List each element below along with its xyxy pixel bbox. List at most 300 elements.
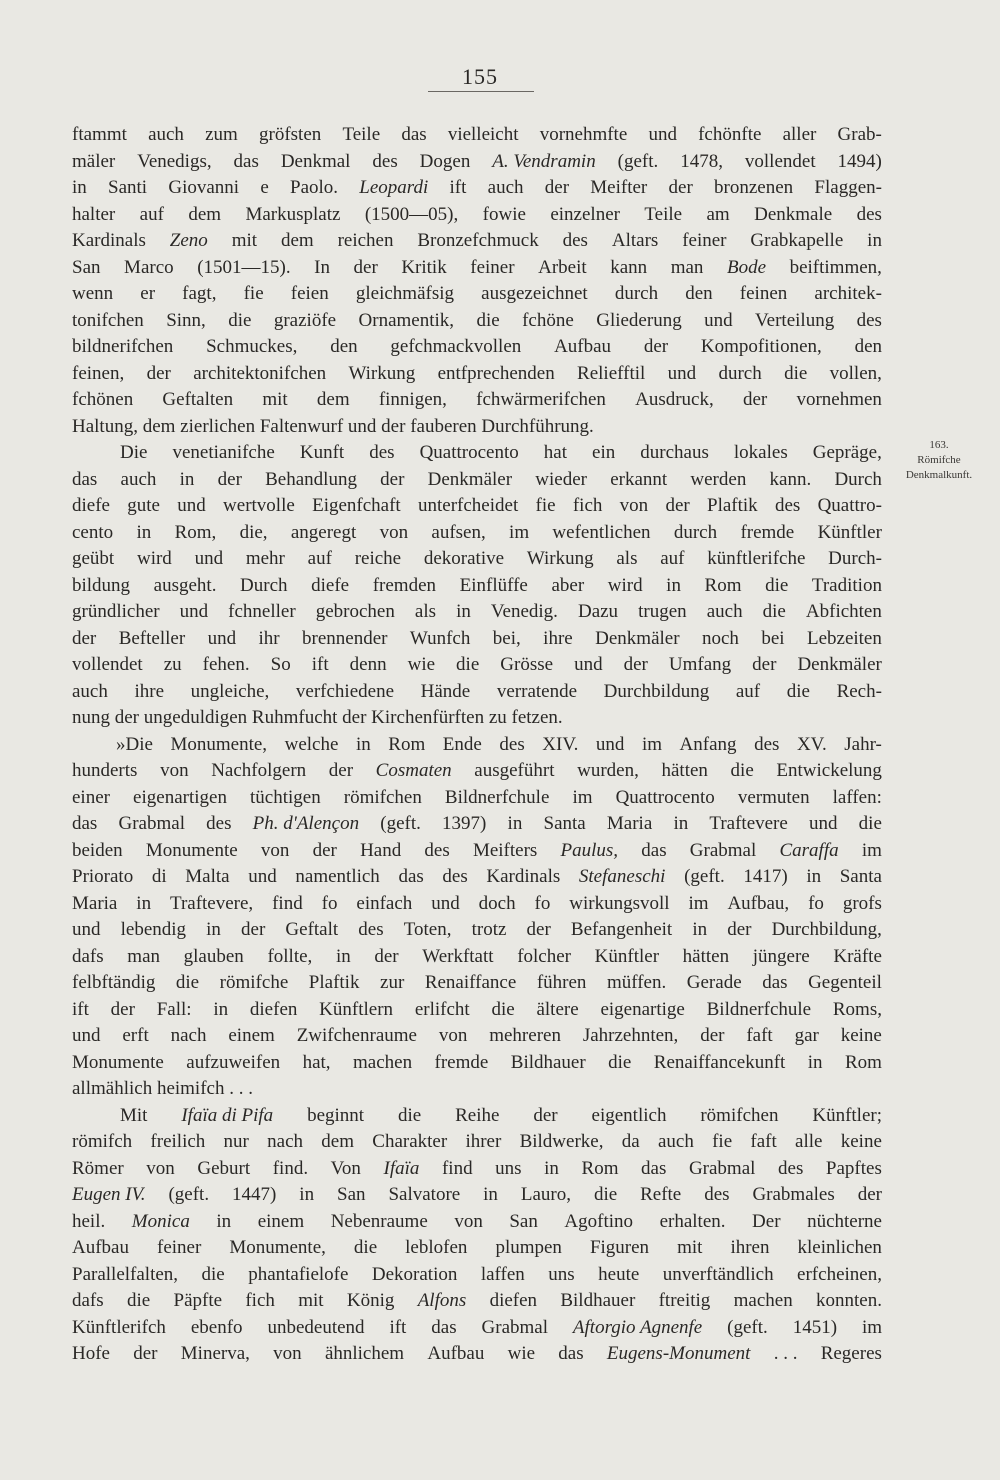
word: Dogen bbox=[419, 150, 471, 172]
word: ihre bbox=[543, 627, 573, 649]
word: hat bbox=[543, 442, 567, 463]
word: Hofe bbox=[72, 1343, 110, 1364]
word: mit bbox=[262, 389, 288, 410]
word: fremde bbox=[434, 1051, 489, 1073]
text-line bbox=[72, 1023, 882, 1050]
word: Aufbau bbox=[72, 1237, 129, 1258]
text-line bbox=[72, 997, 882, 1024]
word: beiftimmen, bbox=[789, 256, 882, 278]
word: der bbox=[752, 654, 777, 675]
word: die, bbox=[239, 521, 268, 543]
word: Minerva, bbox=[180, 1343, 250, 1364]
word: Figuren bbox=[589, 1237, 650, 1258]
word: in bbox=[179, 468, 195, 490]
word: und bbox=[179, 601, 209, 622]
word: der bbox=[328, 760, 354, 781]
word: fchönen bbox=[72, 389, 134, 410]
word: ftreitig bbox=[658, 1290, 711, 1311]
word: die bbox=[491, 998, 515, 1020]
word: Flaggen- bbox=[814, 177, 882, 198]
word: von bbox=[379, 521, 409, 543]
word: bildnerifchen bbox=[72, 336, 174, 357]
word: in bbox=[136, 892, 152, 914]
word: die bbox=[858, 813, 882, 834]
word: Künftler bbox=[817, 521, 882, 543]
word: laffen bbox=[480, 1263, 525, 1285]
word: Teile bbox=[342, 124, 381, 145]
word: Markusplatz bbox=[245, 203, 341, 225]
word: Mit bbox=[120, 1104, 148, 1126]
word: ftammt bbox=[72, 124, 127, 145]
word: auch bbox=[706, 601, 743, 622]
word: zur bbox=[380, 972, 405, 993]
word: Ornamentik, bbox=[358, 309, 455, 331]
word: finnigen, bbox=[378, 389, 447, 410]
word: architektonifchen bbox=[193, 362, 327, 384]
text-line bbox=[72, 652, 882, 679]
word: gröfsten bbox=[259, 124, 322, 145]
word: (geft. bbox=[617, 150, 659, 172]
word: XV. bbox=[796, 733, 827, 755]
word: Von bbox=[330, 1157, 361, 1179]
word: der bbox=[312, 839, 337, 861]
word: in bbox=[483, 1184, 498, 1205]
word: Arbeit bbox=[538, 256, 587, 278]
word: Maria bbox=[72, 892, 118, 914]
word: und bbox=[72, 919, 101, 940]
word: Der bbox=[752, 1210, 781, 1232]
text-line bbox=[72, 122, 882, 149]
word: trotz bbox=[471, 919, 507, 940]
word: Bode bbox=[726, 256, 767, 278]
word: hat, bbox=[302, 1051, 331, 1073]
word: kann. bbox=[769, 468, 812, 490]
word: eigenartigen bbox=[133, 786, 227, 808]
word: faft bbox=[746, 1025, 773, 1046]
word: die bbox=[730, 760, 754, 781]
text-line bbox=[72, 255, 882, 282]
word: Die bbox=[120, 442, 148, 463]
text-line bbox=[72, 361, 882, 388]
word: XIV. bbox=[542, 733, 579, 755]
word: das bbox=[72, 813, 98, 834]
word: die bbox=[175, 972, 200, 993]
word: (geft. bbox=[684, 866, 725, 887]
word: ift bbox=[449, 177, 467, 198]
word: einem bbox=[257, 1210, 305, 1232]
word: römifch bbox=[72, 1131, 133, 1152]
word: auch bbox=[657, 1131, 694, 1152]
word: und bbox=[574, 654, 603, 675]
body-text bbox=[72, 122, 882, 1368]
word: erhalten. bbox=[659, 1210, 726, 1232]
word: machen bbox=[353, 1051, 413, 1073]
word: Santa bbox=[543, 813, 586, 834]
word: 1478, bbox=[680, 150, 723, 172]
word: müffen. bbox=[606, 972, 667, 993]
word: »Die bbox=[116, 733, 153, 755]
word: di bbox=[151, 866, 167, 887]
word: noch bbox=[701, 627, 739, 649]
word: halter bbox=[72, 203, 116, 225]
word: Durch- bbox=[828, 548, 882, 569]
word: laffen: bbox=[832, 786, 882, 808]
word: unterfcheidet bbox=[418, 495, 519, 516]
word: Gerade bbox=[686, 972, 742, 993]
word: im bbox=[861, 839, 882, 861]
word: reiche bbox=[354, 548, 402, 569]
word: tonifchen bbox=[72, 309, 144, 331]
word: den bbox=[854, 336, 882, 357]
word: Stefaneschi bbox=[578, 866, 666, 887]
word: und bbox=[194, 548, 224, 569]
word: Papftes bbox=[825, 1157, 882, 1179]
word: wenn bbox=[72, 283, 114, 304]
word: diefen bbox=[249, 998, 298, 1020]
word: der bbox=[742, 389, 768, 410]
word: Traftevere, bbox=[170, 892, 254, 914]
text-line bbox=[72, 546, 882, 573]
word: des bbox=[774, 495, 801, 516]
word: Dazu bbox=[577, 601, 619, 622]
text-line bbox=[72, 1341, 882, 1368]
word: Grabkapelle bbox=[750, 230, 844, 251]
word: auch bbox=[72, 680, 108, 702]
text-line bbox=[72, 175, 882, 202]
word: fremde bbox=[740, 521, 795, 543]
word: Paulus, bbox=[560, 839, 619, 861]
word: Sinn, bbox=[166, 309, 206, 331]
word: graziöfe bbox=[273, 309, 337, 331]
word: des bbox=[358, 919, 384, 940]
word: 1494) bbox=[837, 150, 882, 172]
word: der bbox=[72, 627, 97, 649]
word: nach bbox=[267, 1131, 304, 1152]
word: Durch bbox=[834, 468, 882, 490]
word: in bbox=[867, 230, 882, 251]
word: König bbox=[346, 1290, 395, 1311]
text-line bbox=[72, 811, 882, 838]
word: Monumente, bbox=[170, 733, 268, 755]
text-line bbox=[72, 573, 882, 600]
word: Aufbau, bbox=[727, 892, 790, 914]
word: fo bbox=[321, 892, 338, 914]
word: namentlich bbox=[295, 866, 380, 887]
word: gefchmackvollen bbox=[390, 336, 522, 357]
word: A. Vendramin bbox=[492, 150, 596, 172]
word: des bbox=[499, 733, 525, 755]
word: Zeno bbox=[169, 230, 208, 251]
word: zu bbox=[163, 654, 182, 675]
text-line bbox=[72, 679, 882, 706]
word: nung der ungeduldigen Ruhmfucht der Kirchenfürften zu fetzen. bbox=[72, 707, 563, 728]
word: Umfang bbox=[668, 654, 732, 675]
word: ihre bbox=[134, 680, 165, 702]
word: Reihe bbox=[455, 1104, 500, 1126]
word: Rom bbox=[845, 1051, 882, 1073]
word: auch bbox=[120, 468, 157, 490]
word: Eigenfchaft bbox=[312, 495, 401, 516]
word: Meifter bbox=[590, 177, 648, 198]
word: der bbox=[241, 919, 266, 940]
word: Ph. d'Alençon bbox=[252, 813, 360, 834]
word: freilich bbox=[150, 1131, 206, 1152]
word: Grabmal bbox=[689, 839, 757, 861]
word: Rech- bbox=[836, 680, 882, 702]
word: Rom bbox=[388, 733, 426, 755]
word: Venedig. bbox=[490, 601, 558, 622]
word: Denkmale bbox=[754, 203, 833, 225]
word: führen bbox=[536, 972, 587, 993]
word: wie bbox=[507, 1343, 536, 1364]
word: trugen bbox=[638, 601, 687, 622]
word: kleinlichen bbox=[797, 1237, 882, 1258]
word: Ifaïa di Pifa bbox=[181, 1104, 274, 1126]
word: uns bbox=[548, 1263, 575, 1285]
word: Entwickelung bbox=[776, 760, 882, 781]
word: dafs bbox=[72, 1290, 104, 1311]
word: Denkmäler bbox=[595, 627, 680, 649]
word: eigenartige bbox=[600, 998, 685, 1020]
word: das bbox=[641, 1157, 667, 1179]
word: eigentlich bbox=[591, 1104, 667, 1126]
word: Quattrocento bbox=[419, 442, 519, 463]
word: Agoftino bbox=[564, 1210, 634, 1232]
word: auch bbox=[487, 177, 524, 198]
word: und bbox=[72, 1025, 101, 1046]
word: die bbox=[765, 574, 789, 596]
text-line bbox=[72, 149, 882, 176]
word: Fall: bbox=[156, 998, 192, 1020]
word: in bbox=[206, 919, 221, 940]
word: fowie bbox=[482, 203, 526, 225]
word: die bbox=[476, 309, 500, 331]
word: Einflüffe bbox=[459, 574, 528, 596]
word: Kunft bbox=[299, 442, 345, 463]
word: leblofen bbox=[405, 1237, 468, 1258]
word: erft bbox=[122, 1025, 149, 1046]
word: auf bbox=[660, 548, 685, 569]
text-line bbox=[72, 1050, 882, 1077]
word: felbftändig bbox=[72, 972, 156, 993]
word: der bbox=[353, 256, 378, 278]
word: wieder bbox=[535, 468, 587, 490]
word: römifchen bbox=[343, 786, 422, 808]
word: vollendet bbox=[744, 150, 816, 172]
word: hätten bbox=[682, 945, 730, 967]
word: auch bbox=[148, 124, 184, 145]
word: Geftalt bbox=[285, 919, 339, 940]
word: in bbox=[507, 813, 523, 834]
text-line bbox=[72, 1076, 882, 1103]
word: feien bbox=[290, 283, 329, 304]
word: im bbox=[641, 733, 662, 755]
word: auf bbox=[139, 203, 164, 225]
word: San bbox=[337, 1184, 366, 1205]
word: venetianifche bbox=[172, 442, 275, 463]
word: und bbox=[248, 866, 277, 887]
word: des bbox=[424, 839, 450, 861]
word: das bbox=[558, 1343, 584, 1364]
word: Durchbildung, bbox=[771, 919, 882, 940]
word: das bbox=[233, 150, 259, 172]
word: dem bbox=[321, 1131, 354, 1152]
word: Grabmal bbox=[118, 813, 185, 834]
word: des bbox=[778, 1157, 804, 1179]
word: folcher bbox=[517, 945, 572, 967]
word: Wunfch bbox=[409, 627, 471, 649]
word: Haltung, dem zierlichen Faltenwurf und der fauberen Durchführung. bbox=[72, 415, 594, 437]
word: der bbox=[146, 362, 171, 384]
word: die bbox=[762, 601, 786, 622]
word: Anfang bbox=[679, 733, 737, 755]
word: Grabmales bbox=[752, 1184, 835, 1205]
word: erfcheinen, bbox=[797, 1263, 882, 1285]
word: jüngere bbox=[752, 945, 810, 967]
word: den bbox=[685, 283, 713, 304]
word: 1447) bbox=[232, 1184, 277, 1205]
word: Künftler; bbox=[812, 1104, 882, 1126]
word: in bbox=[216, 1210, 232, 1232]
word: Bildhauer bbox=[560, 1290, 636, 1311]
word: Salvatore bbox=[388, 1184, 461, 1205]
word: lebendig bbox=[120, 919, 187, 940]
word: der bbox=[526, 919, 551, 940]
word: wird bbox=[136, 548, 172, 569]
word: zum bbox=[205, 124, 238, 145]
word: Geftalten bbox=[162, 389, 234, 410]
word: San bbox=[72, 256, 101, 278]
word: der bbox=[544, 177, 570, 198]
word: Kompofitionen, bbox=[700, 336, 822, 357]
word: reichen bbox=[337, 230, 394, 251]
word: Wirkung bbox=[348, 362, 416, 384]
word: heute bbox=[598, 1263, 640, 1285]
word: Priorato bbox=[72, 866, 134, 887]
word: mit bbox=[677, 1237, 703, 1258]
word: von bbox=[273, 1343, 302, 1364]
word: architek- bbox=[814, 283, 882, 304]
word: fchöne bbox=[522, 309, 574, 331]
word: fchwärmerifchen bbox=[476, 389, 606, 410]
word: Jahrzehnten, bbox=[582, 1025, 679, 1046]
word: das bbox=[72, 468, 98, 490]
word: feinen, bbox=[72, 362, 125, 384]
word: Bildhauer bbox=[510, 1051, 586, 1073]
word: Traftevere bbox=[709, 813, 788, 834]
word: Rom bbox=[704, 574, 742, 596]
text-line bbox=[72, 308, 882, 335]
word: als bbox=[414, 601, 437, 622]
word: wird bbox=[607, 574, 643, 596]
word: wefentlichen bbox=[552, 521, 651, 543]
word: Alfons bbox=[417, 1290, 467, 1311]
word: das bbox=[398, 866, 424, 887]
word: aufsen, bbox=[431, 521, 486, 543]
word: die bbox=[201, 1263, 225, 1285]
marginal-note-line: Römifche bbox=[917, 454, 961, 466]
word: Caraffa bbox=[779, 839, 839, 861]
word: ungleiche, bbox=[190, 680, 270, 702]
word: Behandlung bbox=[265, 468, 357, 490]
word: wie bbox=[407, 654, 436, 675]
word: Gliederung bbox=[596, 309, 682, 331]
word: den bbox=[330, 336, 358, 357]
word: konnten. bbox=[816, 1290, 882, 1311]
word: des bbox=[704, 1184, 730, 1205]
word: in bbox=[692, 919, 708, 940]
word: Malta bbox=[185, 866, 230, 887]
word: die bbox=[398, 1104, 422, 1126]
word: man bbox=[670, 256, 704, 278]
word: Marco bbox=[124, 256, 174, 278]
word: ältere bbox=[536, 998, 579, 1020]
word: dem bbox=[316, 389, 350, 410]
word: und bbox=[431, 892, 460, 914]
word: und bbox=[595, 733, 625, 755]
word: kann bbox=[610, 256, 648, 278]
word: find. bbox=[272, 1157, 309, 1179]
word: vermuten bbox=[737, 786, 810, 808]
text-line bbox=[72, 891, 882, 918]
word: allmählich heimifch . . . bbox=[72, 1078, 253, 1099]
word: der bbox=[380, 468, 405, 490]
word: erkannt bbox=[610, 468, 668, 490]
word: der bbox=[110, 998, 135, 1020]
word: Ausdruck, bbox=[635, 389, 714, 410]
word: fie bbox=[535, 495, 556, 516]
word: Kardinals bbox=[486, 866, 561, 887]
word: cento bbox=[72, 521, 114, 543]
word: der bbox=[727, 919, 752, 940]
word: beginnt bbox=[307, 1104, 365, 1126]
word: ihrer bbox=[465, 1131, 502, 1152]
marginal-note bbox=[884, 438, 994, 483]
word: bei bbox=[761, 627, 785, 649]
word: Wirkung bbox=[526, 548, 594, 569]
word: der bbox=[533, 1104, 558, 1126]
word: feiner bbox=[682, 230, 727, 251]
word: im bbox=[572, 786, 593, 808]
text-line bbox=[72, 387, 882, 414]
word: das bbox=[762, 972, 788, 993]
word: Monumente bbox=[72, 1051, 164, 1073]
word: des bbox=[369, 442, 395, 463]
word: feiner bbox=[470, 256, 515, 278]
word: ähnlichem bbox=[324, 1343, 405, 1364]
word: da bbox=[621, 1131, 640, 1152]
word: Monumente bbox=[145, 839, 238, 861]
word: in bbox=[72, 177, 87, 198]
word: 1397) bbox=[442, 813, 487, 834]
word: nach bbox=[170, 1025, 207, 1046]
word: (geft. bbox=[168, 1184, 210, 1205]
word: die bbox=[126, 1290, 151, 1311]
word: aber bbox=[551, 574, 585, 596]
word: verfchiedene bbox=[295, 680, 395, 702]
word: beiden bbox=[72, 839, 123, 861]
word: des bbox=[442, 866, 468, 887]
word: Renaiffancekunft bbox=[653, 1051, 786, 1073]
word: fich bbox=[245, 1290, 275, 1311]
word: vollendet bbox=[72, 654, 143, 675]
word: nur bbox=[223, 1131, 249, 1152]
word: mehreren bbox=[489, 1025, 561, 1046]
word: Regeres bbox=[820, 1343, 882, 1364]
word: hunderts bbox=[72, 760, 138, 781]
word: Denkmäler bbox=[427, 468, 513, 490]
word: Plaftik bbox=[308, 972, 360, 993]
